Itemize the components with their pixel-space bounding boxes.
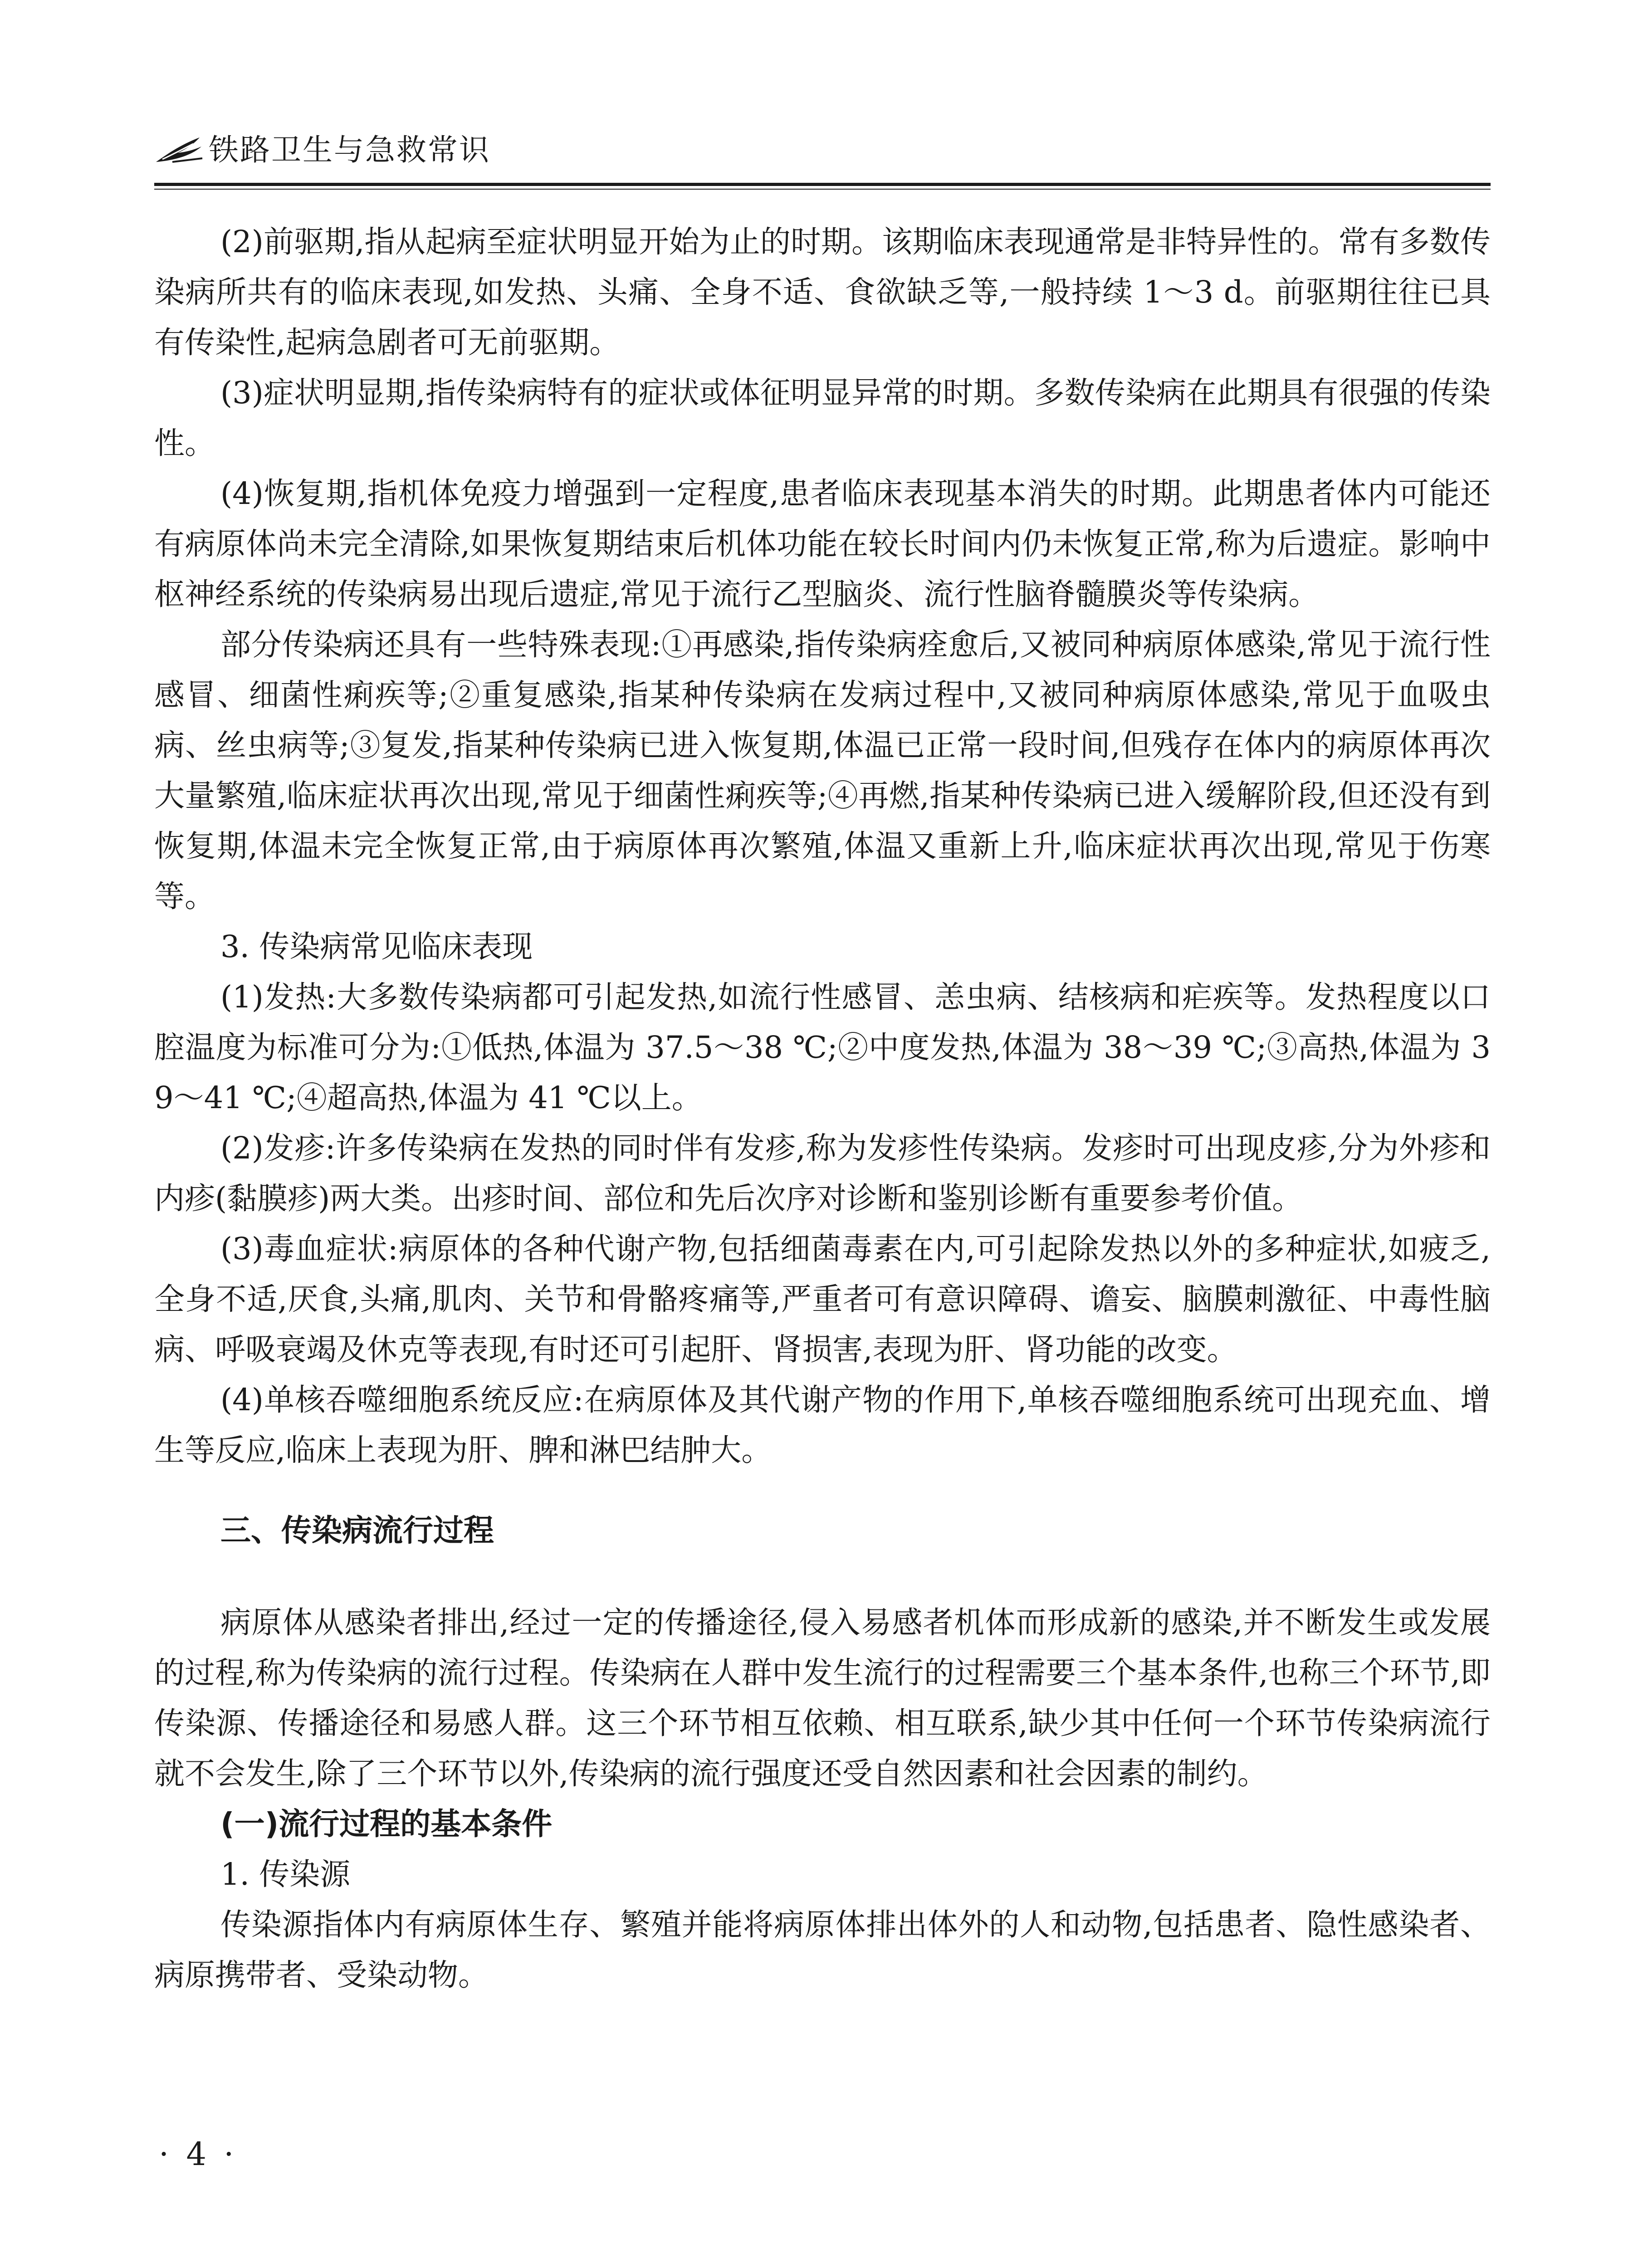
section-heading: 三、传染病流行过程 [220,1513,494,1548]
paragraph-recovery: (4)恢复期,指机体免疫力增强到一定程度,患者临床表现基本消失的时期。此期患者体内可能还有病原体尚未完全清除,如果恢复期结束后机体功能在较长时间内仍未恢复正常,称为后遗症。影响中枢神经系统的传染病易出现后遗症,常见于流行乙型脑炎、流行性脑脊髓膜炎等传染病。 [154,476,1491,612]
paragraph-symptomatic: (3)症状明显期,指传染病特有的症状或体征明显异常的时期。多数传染病在此期具有很强的传染性。 [154,375,1491,461]
paragraph-rash: (2)发疹:许多传染病在发热的同时伴有发疹,称为发疹性传染病。发疹时可出现皮疹,分为外疹和内疹(黏膜疹)两大类。出疹时间、部位和先后次序对诊断和鉴别诊断有重要参考价值。 [154,1130,1491,1216]
running-header [154,129,1491,175]
header-rule-thin [154,189,1491,190]
paragraph-fever: (1)发热:大多数传染病都可引起发热,如流行性感冒、恙虫病、结核病和疟疾等。发热程度以口腔温度为标准可分为:①低热,体温为 37.5～38 ℃;②中度发热,体温为 38～39 ℃;③高热,体温为 39～41 ℃;④超高热,体温为 41 ℃以上。 [154,979,1491,1115]
item-heading-clinical: 3. 传染病常见临床表现 [220,929,533,964]
item-heading-source: 1. 传染源 [220,1857,351,1892]
paragraph-infection-source: 传染源指体内有病原体生存、繁殖并能将病原体排出体外的人和动物,包括患者、隐性感染者、病原携带者、受染动物。 [154,1907,1491,1993]
book-title: 铁路卫生与急救常识 [209,132,490,167]
subsection-heading: (一)流行过程的基本条件 [220,1806,553,1842]
header-rule-thick [154,183,1491,186]
paragraph-prodromal: (2)前驱期,指从起病至症状明显开始为止的时期。该期临床表现通常是非特异性的。常有多数传染病所共有的临床表现,如发热、头痛、全身不适、食欲缺乏等,一般持续 1～3 d。前驱期往往已具有传染性,起病急剧者可无前驱期。 [154,224,1491,360]
paragraph-mononuclear: (4)单核吞噬细胞系统反应:在病原体及其代谢产物的作用下,单核吞噬细胞系统可出现充血、增生等反应,临床上表现为肝、脾和淋巴结肿大。 [154,1382,1491,1468]
page-number: · 4 · [159,2136,238,2173]
paragraph-epidemic-process: 病原体从感染者排出,经过一定的传播途径,侵入易感者机体而形成新的感染,并不断发生或发展的过程,称为传染病的流行过程。传染病在人群中发生流行的过程需要三个基本条件,也称三个环节,即传染源、传播途径和易感人群。这三个环节相互依赖、相互联系,缺少其中任何一个环节传染病流行就不会发生,除了三个环节以外,传染病的流行强度还受自然因素和社会因素的制约。 [154,1605,1491,1791]
page-body [154,217,1491,2000]
train-logo-icon [154,134,204,166]
paragraph-toxemia: (3)毒血症状:病原体的各种代谢产物,包括细菌毒素在内,可引起除发热以外的多种症状,如疲乏,全身不适,厌食,头痛,肌肉、关节和骨骼疼痛等,严重者可有意识障碍、谵妄、脑膜刺激征、中毒性脑病、呼吸衰竭及休克等表现,有时还可引起肝、肾损害,表现为肝、肾功能的改变。 [154,1231,1491,1367]
paragraph-special-manifestations: 部分传染病还具有一些特殊表现:①再感染,指传染病痊愈后,又被同种病原体感染,常见于流行性感冒、细菌性痢疾等;②重复感染,指某种传染病在发病过程中,又被同种病原体感染,常见于血吸虫病、丝虫病等;③复发,指某种传染病已进入恢复期,体温已正常一段时间,但残存在体内的病原体再次大量繁殖,临床症状再次出现,常见于细菌性痢疾等;④再燃,指某种传染病已进入缓解阶段,但还没有到恢复期,体温未完全恢复正常,由于病原体再次繁殖,体温又重新上升,临床症状再次出现,常见于伤寒等。 [154,627,1491,914]
